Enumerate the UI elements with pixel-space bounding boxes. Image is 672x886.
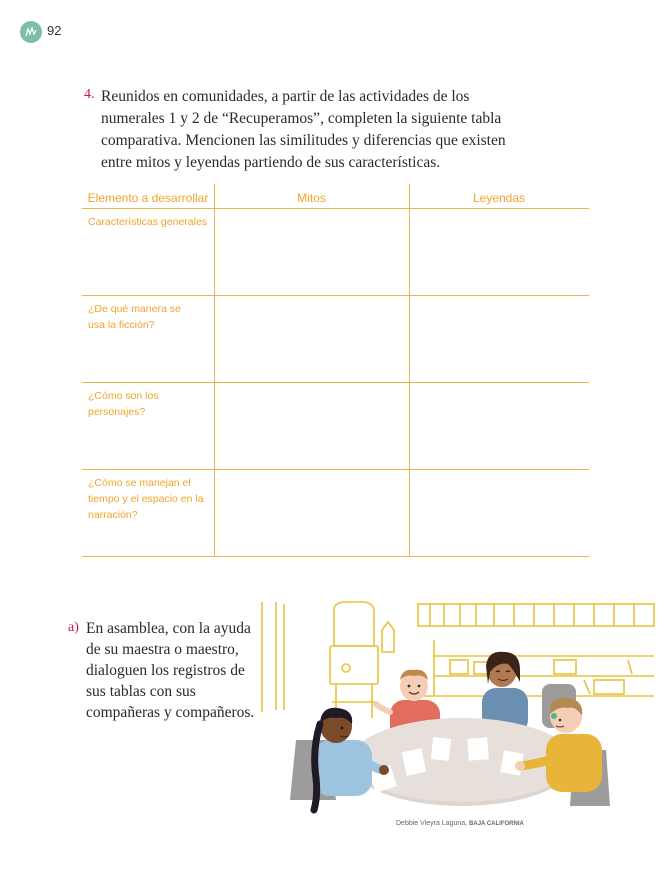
page-number: 92 — [47, 23, 62, 38]
header-leyendas: Leyendas — [472, 191, 526, 205]
classroom-illustration — [254, 600, 656, 818]
credit-name: Debbie Vieyra Laguna, — [396, 820, 468, 827]
row-label-caracteristicas: Características generales — [88, 216, 208, 228]
table-row-divider — [82, 295, 589, 296]
section-badge-icon — [20, 21, 42, 43]
row-label-tiempo-espacio: ¿Cómo se manejan el tiempo y el espacio en la narración? — [88, 477, 204, 521]
table-row-divider — [82, 382, 589, 383]
credit-place: BAJA CALIFORNIA — [469, 821, 524, 827]
activity-letter: a) — [68, 620, 79, 635]
comparison-table — [82, 184, 589, 557]
header-elemento: Elemento a desarrollar — [87, 191, 209, 205]
row-label-ficcion: ¿De qué manera se usa la ficción? — [88, 303, 181, 331]
activity-text: En asamblea, con la ayuda de su maestra o maestro, dialoguen los registros de sus tablas con sus compañeras y compañeros. — [86, 620, 255, 721]
instruction-number: 4. — [84, 87, 95, 102]
table-column-divider — [409, 184, 410, 557]
table-header-divider — [82, 208, 589, 209]
row-label-personajes: ¿Cómo son los personajes? — [88, 390, 159, 418]
header-mitos: Mitos — [297, 191, 326, 205]
illustration-credit — [396, 820, 524, 827]
instruction-text: Reunidos en comunidades, a partir de las actividades de los numerales 1 y 2 de “Recuperamos”, completen la siguiente tabla comparativa. Mencionen las similitudes y diferencias que existen entre mitos y leyendas partiendo de sus características. — [101, 88, 506, 171]
table-column-divider — [214, 184, 215, 557]
table-row-divider — [82, 556, 589, 557]
table-row-divider — [82, 469, 589, 470]
